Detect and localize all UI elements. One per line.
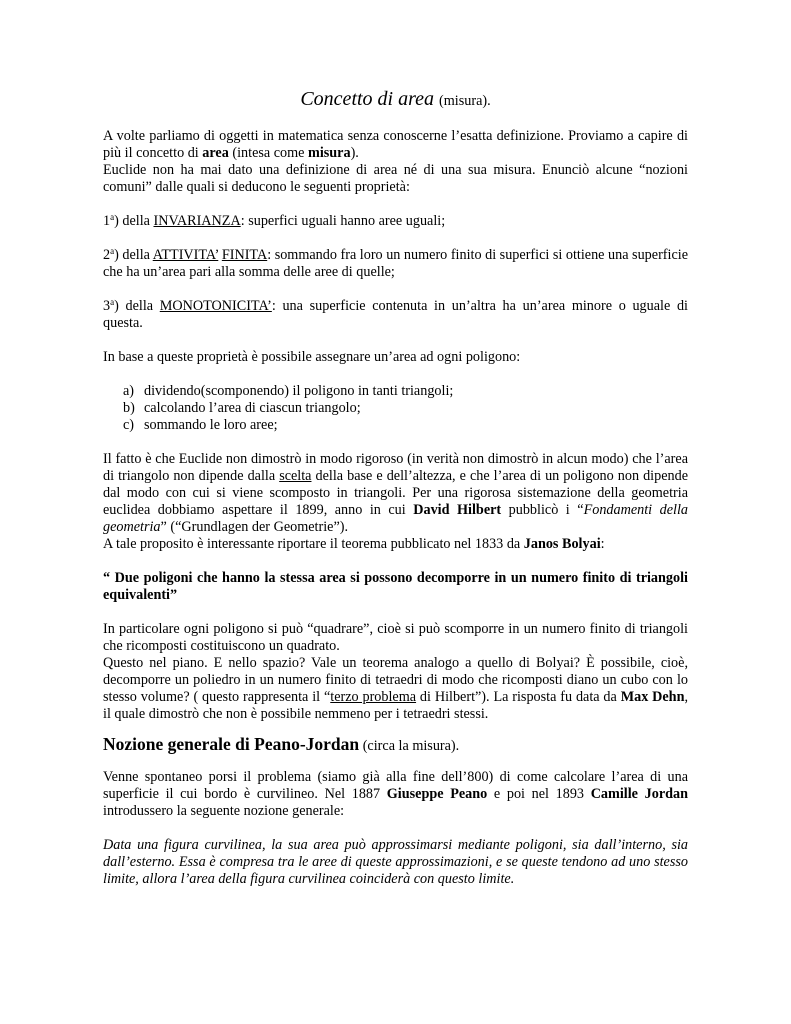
text: di Hilbert”). La risposta fu data da [416,689,621,705]
title-sub: (misura). [439,93,491,109]
text: Il fatto è che Euclide non dimostrò in modo rigoroso (in verità non dimostrò in alcun modo) che l’area di triangolo non dipende dalla [103,451,688,484]
bolyai-theorem: “ Due poligoni che hanno la stessa area si possono decomporre in un numero finito di triangoli equivalenti” [103,570,688,603]
text: pubblicò i “ [501,502,584,518]
bold-term: misura [308,145,351,161]
text: (intesa come [228,145,309,161]
text: : sommando fra loro un numero finito di superfici si ottiene una superficie che ha un’area pari alla somma delle aree di quelle; [103,247,688,280]
property-1 [103,213,688,230]
text: : superfici uguali hanno aree uguali; [240,213,446,229]
list-text: sommando le loro aree; [144,417,278,433]
euclid-paragraph: Euclide non ha mai dato una definizione di area né di una sua misura. Enunciò alcune “nozioni comuni” dalle quali si deducono le seguenti proprietà: [103,162,688,195]
text: : una superficie contenuta in un’altra ha un’area minore o uguale di questa. [103,298,688,331]
property-3 [103,298,688,332]
list-text: calcolando l’area di ciascun triangolo; [144,400,361,416]
text: 3 [103,298,111,314]
intro-paragraph [103,128,688,162]
euclid-rigor-paragraph [103,451,688,536]
bold-term: area [202,145,229,161]
bold-name: Max Dehn [620,689,685,705]
superscript: a [110,212,115,222]
text: Questo nel piano. E nello spazio? Vale un teorema analogo a quello di Bolyai? È possibile, cioè, decomporre un poliedro in un numero finito di tetraedri di modo che ricomposti diano un cubo con lo stesso volume? ( questo rappresenta il “ [103,655,688,705]
text: ) della [114,298,160,314]
polygon-paragraph: In base a queste proprietà è possibile assegnare un’area ad ogni poligono: [103,349,521,365]
text: ) della [114,247,153,263]
text: ” (“Grundlagen der Geometrie”). [160,519,349,535]
underlined-term: scelta [279,468,312,484]
text: A tale proposito è interessante riportare il teorema pubblicato nel 1833 da [103,536,524,552]
bold-name: David Hilbert [413,502,502,518]
peano-jordan-paragraph [103,769,688,820]
superscript: a [110,297,115,307]
section-heading [103,733,688,757]
text: 1 [103,213,111,229]
list-item [123,400,688,417]
bold-name: Giuseppe Peano [386,786,488,802]
text: A volte parliamo di oggetti in matematica senza conoscerne l’esatta definizione. Proviamo a capire di più il concetto di [103,128,688,161]
property-2 [103,247,688,281]
bolyai-intro-paragraph [103,536,688,553]
italic-title: Fondamenti della geometria [103,502,688,535]
list-marker: b) [123,400,135,416]
text: , il quale dimostrò che non è possibile nemmeno per i tetraedri stessi. [103,689,689,722]
bold-name: Camille Jordan [590,786,688,802]
list-marker: a) [123,383,135,399]
list-item [123,417,688,434]
list-marker: c) [123,417,135,433]
heading-main: Nozione generale di Peano-Jordan [103,734,360,754]
text: : [600,536,605,552]
text: e poi nel 1893 [487,786,591,802]
underlined-term: ATTIVITA’ [152,247,219,263]
text: della base e dell’altezza, e che l’area di un poligono non dipende dal modo con cui si viene scomposto in triangoli. Per una rigorosa sistemazione della geometria euclidea dobbiamo aspettare il 1899, anno in cui [103,468,688,518]
definition-paragraph: Data una figura curvilinea, la sua area può approssimarsi mediante poligoni, sia dall’interno, sia dall’esterno. Essa è compresa tra le aree di queste approssimazioni, e se queste tendono ad uno stesso limite, allora l’area della figura curvilinea coinciderà con questo limite. [103,837,688,887]
title-main: Concetto di area [300,88,435,110]
steps-list [103,383,688,434]
list-item [123,383,688,400]
heading-sub: (circa la misura). [359,738,460,754]
space-paragraph [103,655,688,723]
text: ) della [114,213,154,229]
superscript: a [110,246,115,256]
underlined-term: FINITA [221,247,268,263]
text: ). [350,145,359,161]
text: 2 [103,247,111,263]
page-title [103,86,688,114]
quadrature-paragraph: In particolare ogni poligono si può “quadrare”, cioè si può scomporre in un numero finito di triangoli che ricomposti costituiscono un quadrato. [103,621,688,654]
text: introdussero la seguente nozione generale: [103,803,345,819]
bold-name: Janos Bolyai [523,536,601,552]
underlined-term: terzo problema [330,689,417,705]
underlined-term: INVARIANZA [153,213,241,229]
list-text: dividendo(scomponendo) il poligono in tanti triangoli; [144,383,454,399]
underlined-term: MONOTONICITA’ [159,298,272,314]
document-page [103,86,688,888]
text: Venne spontaneo porsi il problema (siamo già alla fine dell’800) di come calcolare l’area di una superficie il cui bordo è curvilineo. Nel 1887 [103,769,688,802]
